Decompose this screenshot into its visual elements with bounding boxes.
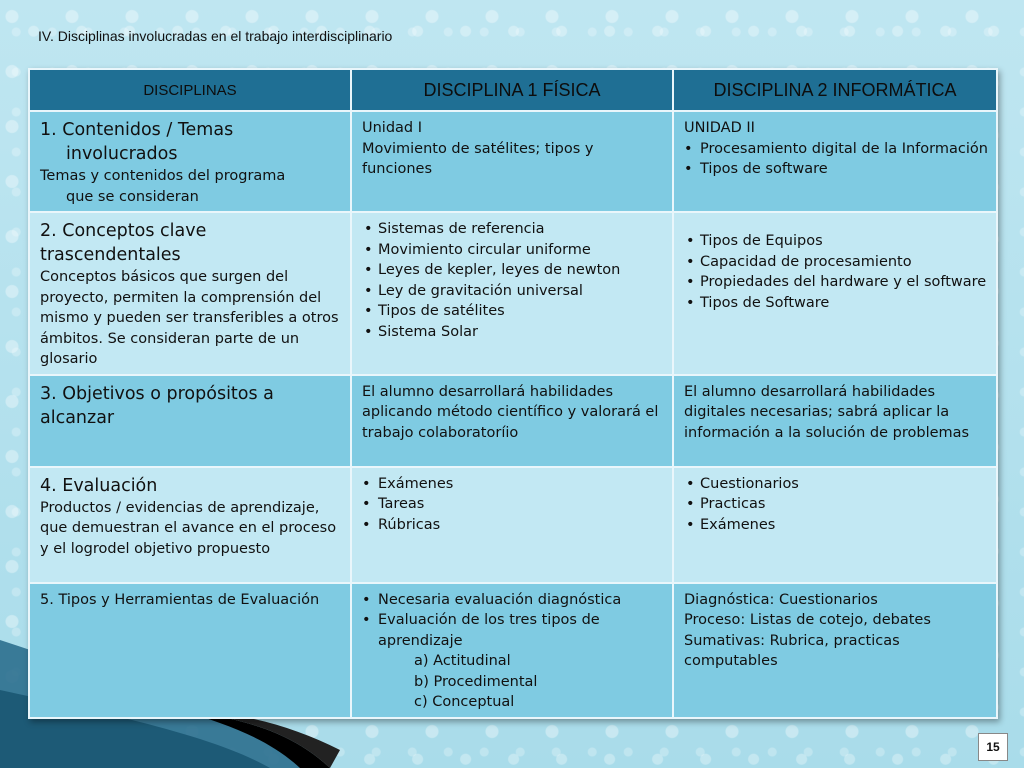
table-row — [29, 467, 997, 583]
informatica-cell: El alumno desarrollará habilidades digitales necesarias; sabrá aplicar la información a la solución de problemas — [673, 375, 997, 467]
informatica-unit: UNIDAD II — [684, 120, 755, 136]
table-row — [29, 111, 997, 212]
row-title-cont: involucrados — [66, 144, 178, 164]
evaluation-line: Sumativas: Rubrica, practicas computables — [684, 632, 900, 669]
evaluation-line: Diagnóstica: Cuestionarios — [684, 591, 878, 608]
slide-heading: IV. Disciplinas involucradas en el trabajo interdisciplinario — [38, 28, 393, 44]
list-item: • Cuestionarios — [684, 474, 988, 495]
row-title: 5. Tipos y Herramientas de Evaluación — [40, 591, 320, 608]
list-item: • Rúbricas — [362, 515, 664, 536]
list-item: • Sistemas de referencia — [362, 219, 664, 240]
row-title: 1. Contenidos / Temas — [40, 120, 234, 140]
row-description: Productos / evidencias de aprendizaje, que demuestran el avance en el proceso y el logrodel objetivo propuesto — [40, 499, 337, 557]
informatica-cell — [673, 212, 997, 375]
list-item: • Procesamiento digital de la Información — [684, 139, 988, 160]
informatica-cell — [673, 467, 997, 583]
row-description-cont: que se consideran — [66, 188, 199, 205]
list-item: • Leyes de kepler, leyes de newton — [362, 260, 664, 281]
list-item: • Tipos de software — [684, 159, 988, 180]
list-item: a) Actitudinal — [414, 653, 511, 669]
row-title: 3. Objetivos o propósitos a alcanzar — [40, 383, 274, 428]
list-item: b) Procedimental — [414, 673, 538, 690]
table-row — [29, 375, 997, 467]
informatica-cell — [673, 111, 997, 212]
page-number: 15 — [978, 733, 1008, 761]
header-disciplinas: DISCIPLINAS — [29, 69, 351, 111]
list-item: • Exámenes — [362, 474, 664, 495]
fisica-unit: Unidad I — [362, 120, 423, 136]
fisica-cell: El alumno desarrollará habilidades aplicando método científico y valorará el trabajo colaboratoríio — [351, 375, 673, 467]
list-item: • Evaluación de los tres tipos de aprendizaje — [362, 610, 664, 651]
list-item: • Necesaria evaluación diagnóstica — [362, 590, 664, 611]
row-description: Conceptos básicos que surgen del proyecto, permiten la comprensión del mismo y pueden ser transferibles a otros ámbitos. Se consideran parte de un glosario — [40, 269, 339, 367]
fisica-cell — [351, 467, 673, 583]
row-title: 4. Evaluación — [40, 475, 158, 496]
row-label — [29, 467, 351, 583]
list-item: • Tipos de satélites — [362, 301, 664, 322]
row-title: 2. Conceptos clave trascendentales — [40, 221, 207, 265]
list-item: • Sistema Solar — [362, 322, 664, 343]
list-item: • Tipos de Software — [684, 293, 988, 314]
list-item: • Tareas — [362, 494, 664, 515]
list-item: • Propiedades del hardware y el software — [684, 272, 988, 293]
fisica-topic: Movimiento de satélites; tipos y funciones — [362, 140, 594, 177]
table-row — [29, 583, 997, 718]
header-fisica: DISCIPLINA 1 FÍSICA — [351, 69, 673, 111]
list-item: c) Conceptual — [414, 694, 515, 710]
fisica-cell — [351, 212, 673, 375]
row-label — [29, 583, 351, 718]
row-label — [29, 212, 351, 375]
disciplines-table — [28, 68, 998, 719]
row-label — [29, 375, 351, 467]
header-informatica: DISCIPLINA 2 INFORMÁTICA — [673, 69, 997, 111]
row-label — [29, 111, 351, 212]
table-row — [29, 212, 997, 375]
fisica-cell — [351, 111, 673, 212]
list-item: • Ley de gravitación universal — [362, 281, 664, 302]
list-item: • Practicas — [684, 494, 988, 515]
fisica-cell — [351, 583, 673, 718]
evaluation-line: Proceso: Listas de cotejo, debates — [684, 612, 931, 628]
list-item: • Tipos de Equipos — [684, 231, 988, 252]
list-item: • Movimiento circular uniforme — [362, 240, 664, 261]
informatica-cell — [673, 583, 997, 718]
table-header-row — [29, 69, 997, 111]
list-item: • Exámenes — [684, 515, 988, 536]
row-description: Temas y contenidos del programa — [40, 168, 286, 184]
list-item: • Capacidad de procesamiento — [684, 252, 988, 273]
